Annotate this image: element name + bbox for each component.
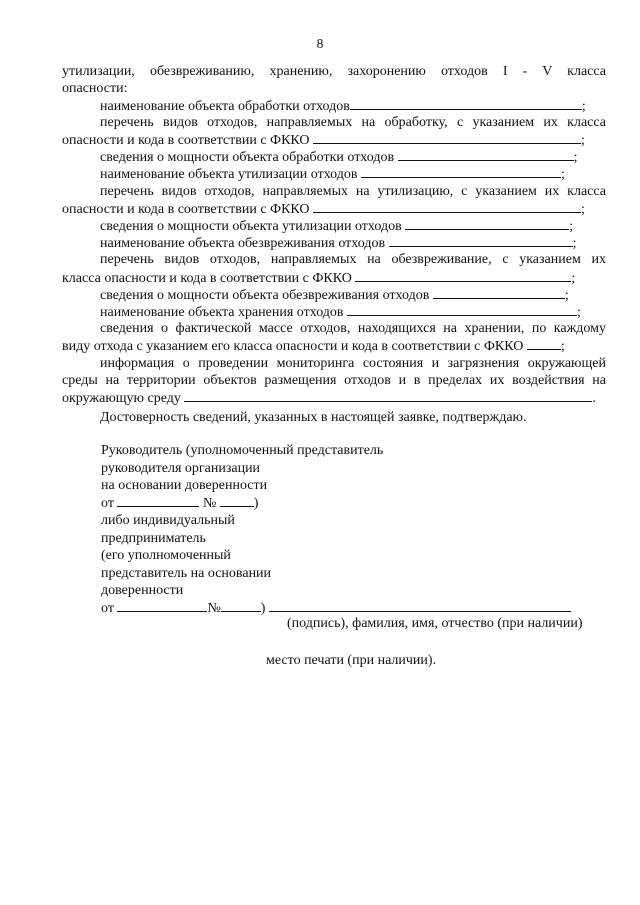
signature-line[interactable] xyxy=(269,600,571,612)
signer-title: на основании доверенности xyxy=(101,478,268,493)
power-of-attorney-line-1: от № ) xyxy=(101,495,259,511)
fill-line[interactable] xyxy=(398,149,574,161)
signer-title: либо индивидуальный xyxy=(101,513,235,528)
signer-title: Руководитель (уполномоченный представитель xyxy=(101,443,384,458)
field-processing-object-name: наименование объекта обработки отходов ; xyxy=(100,99,586,114)
number-blank[interactable] xyxy=(221,600,261,612)
field-neutralization-capacity: сведения о мощности объекта обезвреживания отходов ; xyxy=(100,288,569,303)
signature-caption: (подпись), фамилия, имя, отчество (при наличии) xyxy=(287,616,583,631)
fill-line[interactable] xyxy=(313,132,581,144)
field-utilization-capacity: сведения о мощности объекта утилизации отходов ; xyxy=(100,219,574,234)
number-blank[interactable] xyxy=(220,495,254,507)
date-blank[interactable] xyxy=(117,600,207,612)
field-processing-capacity: сведения о мощности объекта обработки отходов ; xyxy=(100,150,578,165)
stamp-note: место печати (при наличии). xyxy=(266,653,437,668)
text-line: перечень видов отходов, направляемых на обработку, с указанием их класса xyxy=(100,115,606,130)
confirmation-statement: Достоверность сведений, указанных в настоящей заявке, подтверждаю. xyxy=(100,410,527,425)
power-of-attorney-line-2: от № ) xyxy=(101,600,571,618)
field-stored-waste-mass: виду отхода с указанием его класса опасности и кода в соответствии с ФККО ; xyxy=(62,339,565,354)
field-neutralization-object-name: наименование объекта обезвреживания отходов ; xyxy=(100,236,577,251)
field-utilization-waste-list: опасности и кода в соответствии с ФККО ; xyxy=(62,202,585,217)
text-line: среды на территории объектов размещения отходов и в пределах их воздействия на xyxy=(62,373,606,388)
signer-title: доверенности xyxy=(101,583,184,598)
field-processing-waste-list: опасности и кода в соответствии с ФККО ; xyxy=(62,133,585,148)
field-neutralization-waste-list: класса опасности и кода в соответствии с ФККО ; xyxy=(62,271,576,286)
fill-line[interactable] xyxy=(355,270,571,282)
text-line: сведения о фактической массе отходов, находящихся на хранении, по каждому xyxy=(100,321,606,336)
text-line: утилизации, обезвреживанию, хранению, захоронению отходов I - V класса xyxy=(62,64,606,79)
fill-line[interactable] xyxy=(433,287,565,299)
fill-line[interactable] xyxy=(389,235,573,247)
signer-title: представитель на основании xyxy=(101,565,272,581)
fill-line[interactable] xyxy=(527,338,561,350)
signer-title: предприниматель xyxy=(101,530,206,546)
signature-block xyxy=(101,442,571,617)
fill-line[interactable] xyxy=(350,98,582,110)
field-utilization-object-name: наименование объекта утилизации отходов ; xyxy=(100,167,565,182)
fill-line[interactable] xyxy=(361,166,561,178)
text-line: опасности: xyxy=(62,81,128,96)
signer-title: руководителя организации xyxy=(101,460,261,476)
field-monitoring-info: окружающую среду . xyxy=(62,391,596,406)
fill-line[interactable] xyxy=(347,304,577,316)
fill-line[interactable] xyxy=(313,201,581,213)
text-line: перечень видов отходов, направляемых на утилизацию, с указанием их класса xyxy=(100,184,606,199)
fill-line[interactable] xyxy=(405,218,569,230)
date-blank[interactable] xyxy=(117,495,199,507)
text-line: перечень видов отходов, направляемых на обезвреживание, с указанием их xyxy=(100,252,606,267)
text-line: информация о проведении мониторинга состояния и загрязнения окружающей xyxy=(100,356,606,371)
page-number: 8 xyxy=(316,36,324,51)
field-storage-object-name: наименование объекта хранения отходов ; xyxy=(100,305,581,320)
signer-title: (его уполномоченный xyxy=(101,548,231,563)
fill-line[interactable] xyxy=(184,390,592,402)
